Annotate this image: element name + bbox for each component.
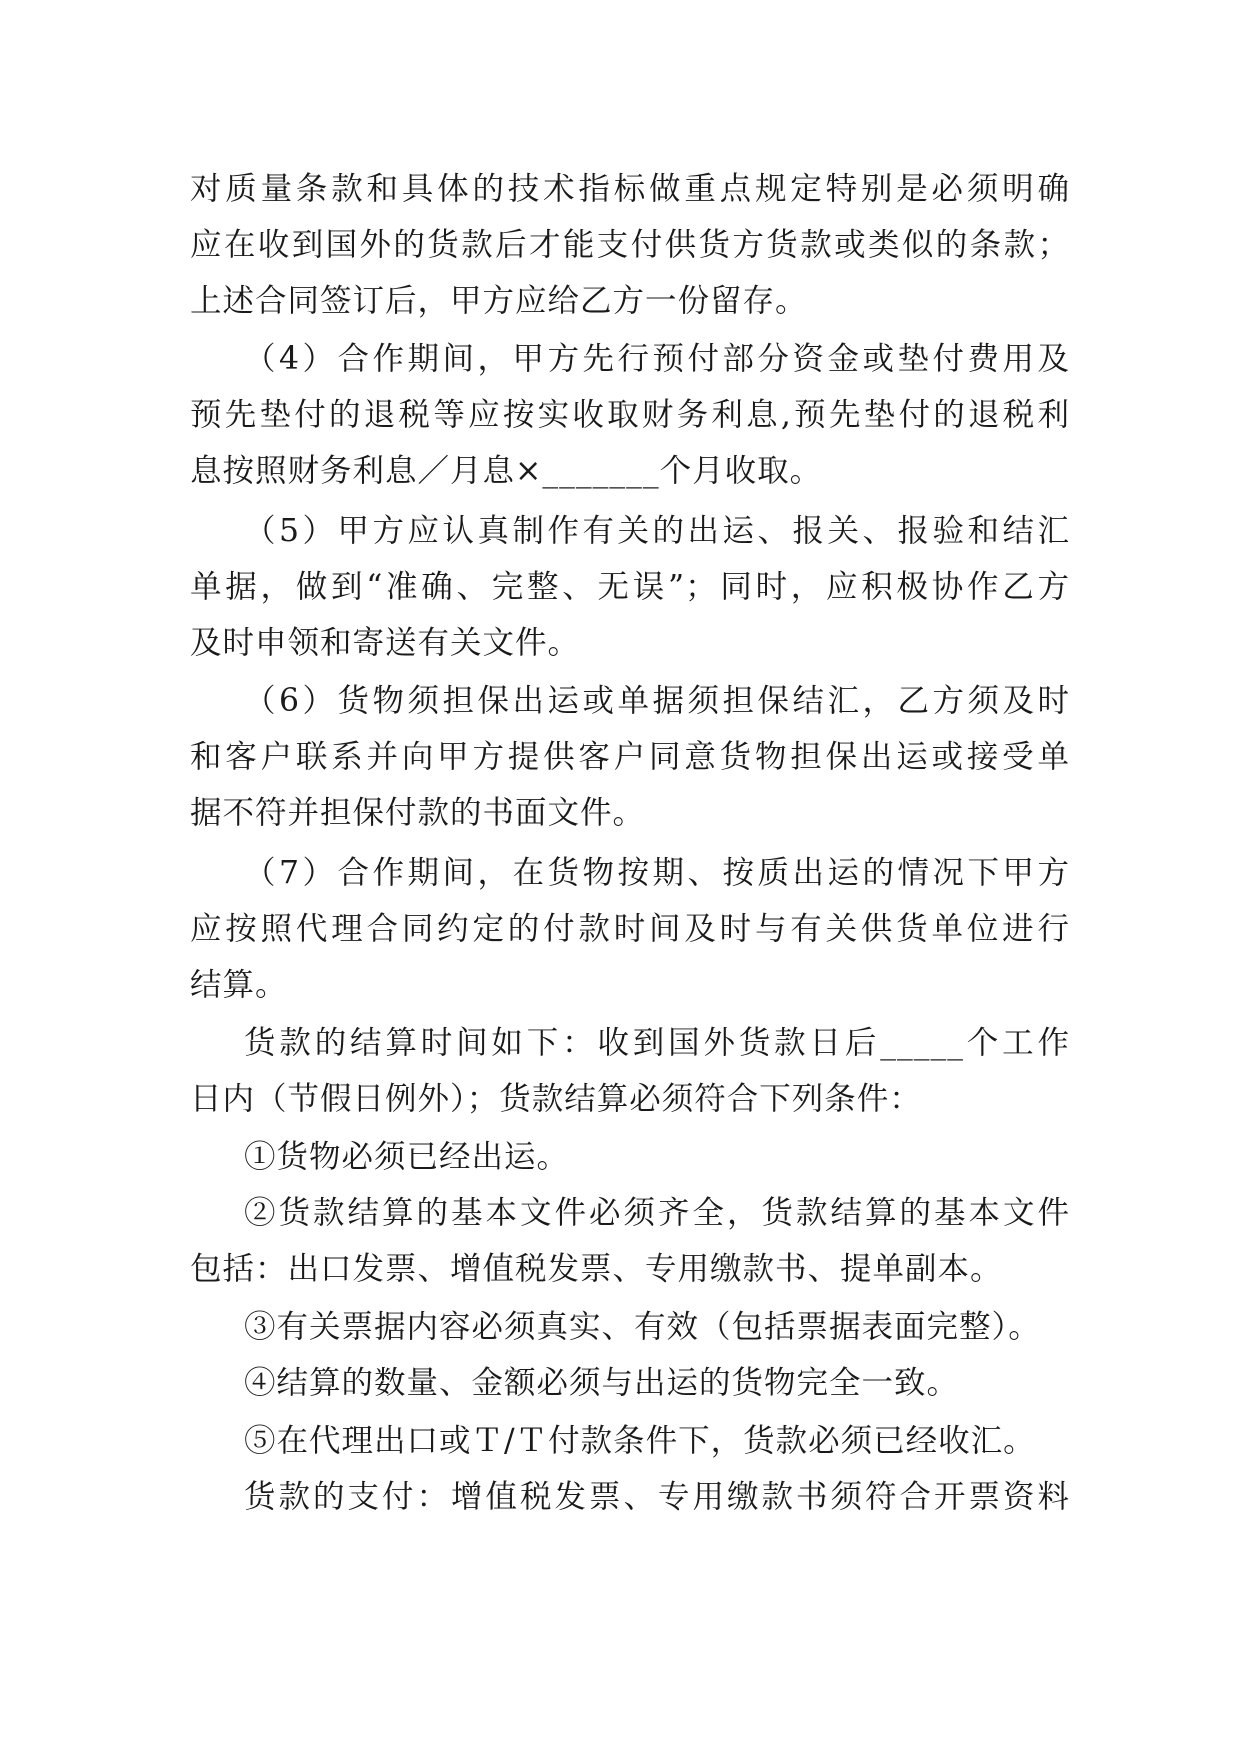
text-line: ③有关票据内容必须真实、有效（包括票据表面完整）。 — [244, 1309, 1041, 1345]
text-line: 应在收到国外的货款后才能支付供货方货款或类似的条款； — [190, 227, 1070, 263]
text-line: 及时申领和寄送有关文件。 — [190, 625, 581, 661]
text-line: 货款的结算时间如下：收到国外货款日后_____个工作 — [244, 1025, 1070, 1061]
text-line: （7）合作期间，在货物按期、按质出运的情况下甲方 — [244, 855, 1070, 891]
text-line: 预先垫付的退税等应按实收取财务利息,预先垫付的退税利 — [190, 397, 1070, 433]
text-line: ⑤在代理出口或Ｔ/Ｔ付款条件下，货款必须已经收汇。 — [244, 1423, 1036, 1459]
text-line: ④结算的数量、金额必须与出运的货物完全一致。 — [244, 1365, 960, 1401]
text-line: 结算。 — [190, 967, 288, 1003]
text-line: 货款的支付：增值税发票、专用缴款书须符合开票资料 — [244, 1479, 1070, 1515]
text-line: 据不符并担保付款的书面文件。 — [190, 795, 646, 831]
text-line: （6）货物须担保出运或单据须担保结汇，乙方须及时 — [244, 683, 1070, 719]
text-line: （4）合作期间，甲方先行预付部分资金或垫付费用及 — [244, 341, 1070, 377]
text-line: 和客户联系并向甲方提供客户同意货物担保出运或接受单 — [190, 739, 1070, 775]
text-line: 单据，做到“准确、完整、无误”；同时，应积极协作乙方 — [190, 569, 1070, 605]
text-line: 应按照代理合同约定的付款时间及时与有关供货单位进行 — [190, 911, 1070, 947]
text-line: （5）甲方应认真制作有关的出运、报关、报验和结汇 — [244, 513, 1070, 549]
text-line: 日内（节假日例外）；货款结算必须符合下列条件： — [190, 1081, 922, 1117]
text-line: 包括：出口发票、增值税发票、专用缴款书、提单副本。 — [190, 1251, 1003, 1287]
text-line: ②货款结算的基本文件必须齐全，货款结算的基本文件 — [244, 1195, 1070, 1231]
text-line: ①货物必须已经出运。 — [244, 1139, 570, 1175]
text-line: 息按照财务利息／月息×_______个月收取。 — [190, 453, 823, 489]
text-line: 对质量条款和具体的技术指标做重点规定特别是必须明确 — [190, 171, 1070, 207]
text-line: 上述合同签订后，甲方应给乙方一份留存。 — [190, 283, 808, 319]
